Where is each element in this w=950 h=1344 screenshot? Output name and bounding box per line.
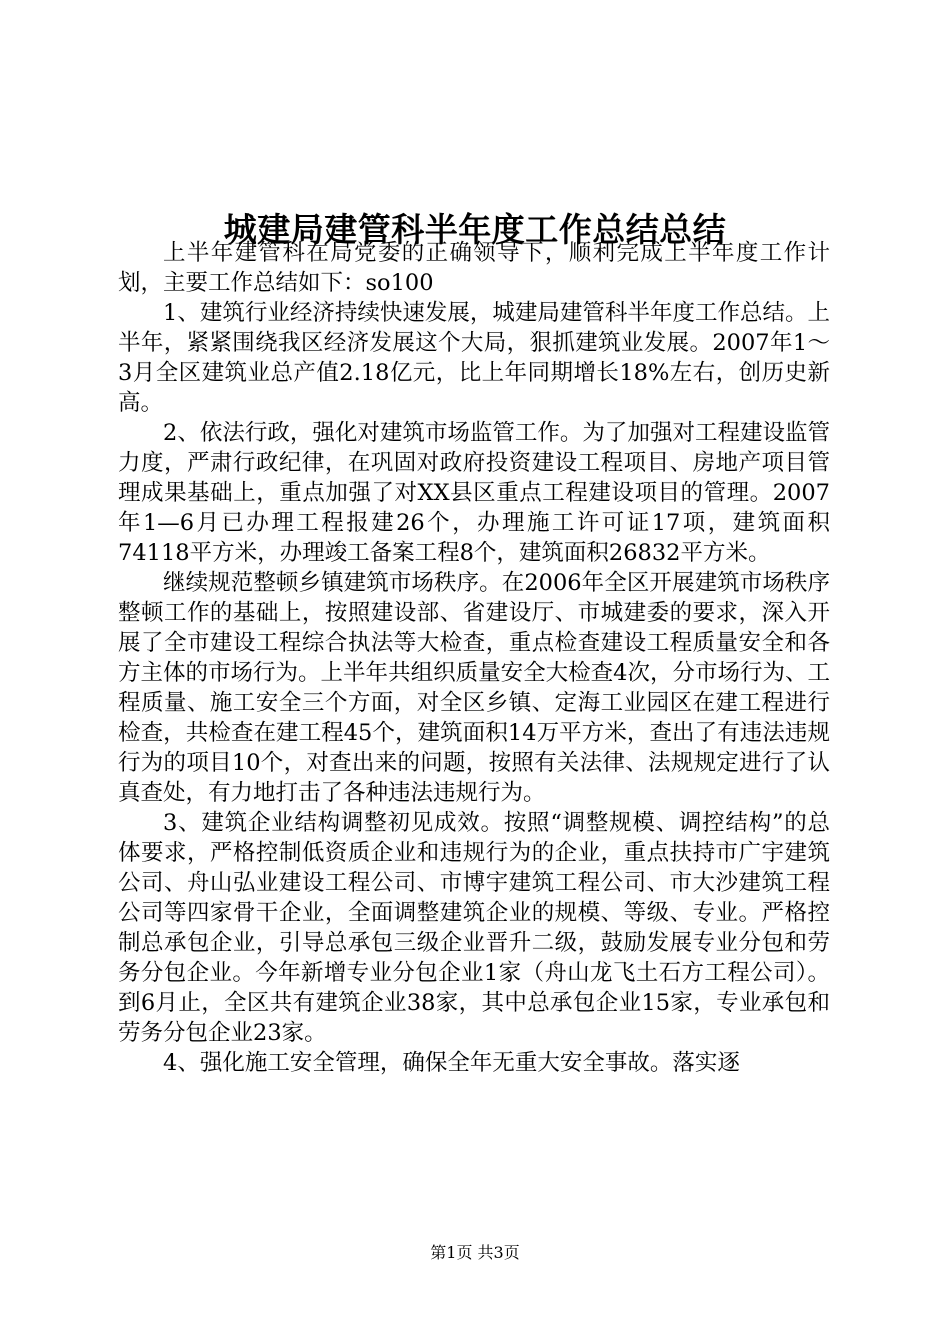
paragraph-2: 2、依法行政，强化对建筑市场监管工作。为了加强对工程建设监管力度，严肃行政纪律，在巩固对政府投资建设工程项目、房地产项目管理成果基础上，重点加强了对XX县区重点工程建设项目的管理。2007年1—6月已办理工程报建26个，办理施工许可证17项，建筑面积74118平方米，办理竣工备案工程8个，建筑面积26832平方米。 [118,420,830,566]
paragraph-1: 1、建筑行业经济持续快速发展，城建局建管科半年度工作总结。上半年，紧紧围绕我区经济发展这个大局，狠抓建筑业发展。2007年1～3月全区建筑业总产值2.18亿元，比上年同期增长18%左右，创历史新高。 [118,300,830,416]
paragraph-4: 4、强化施工安全管理，确保全年无重大安全事故。落实逐 [163,1050,740,1076]
document-body [118,238,830,1078]
document-title: 城建局建管科半年度工作总结总结 [223,210,727,250]
paragraph-market-order: 继续规范整顿乡镇建筑市场秩序。在2006年全区开展建筑市场秩序整顿工作的基础上，按照建设部、省建设厅、市城建委的要求，深入开展了全市建设工程综合执法等大检查，重点检查建设工程质量安全和各方主体的市场行为。上半年共组织质量安全大检查4次，分市场行为、工程质量、施工安全三个方面，对全区乡镇、定海工业园区在建工程进行检查，共检查在建工程45个，建筑面积14万平方米，查出了有违法违规行为的项目10个，对查出来的问题，按照有关法律、法规规定进行了认真查处，有力地打击了各种违法违规行为。 [118,570,830,806]
page-footer: 第1页 共3页 [430,1243,520,1262]
paragraph-intro: 上半年建管科在局党委的正确领导下，顺利完成上半年度工作计划，主要工作总结如下：so100 [118,240,830,296]
paragraph-3: 3、建筑企业结构调整初见成效。按照“调整规模、调控结构”的总体要求，严格控制低资质企业和违规行为的企业，重点扶持市广宇建筑公司、舟山弘业建设工程公司、市博宇建筑工程公司、市大沙建筑工程公司等四家骨干企业，全面调整建筑企业的规模、等级、专业。严格控制总承包企业，引导总承包三级企业晋升二级，鼓励发展专业分包和劳务分包企业。今年新增专业分包企业1家（舟山龙飞土石方工程公司）。到6月止，全区共有建筑企业38家，其中总承包企业15家，专业承包和劳务分包企业23家。 [118,810,830,1046]
